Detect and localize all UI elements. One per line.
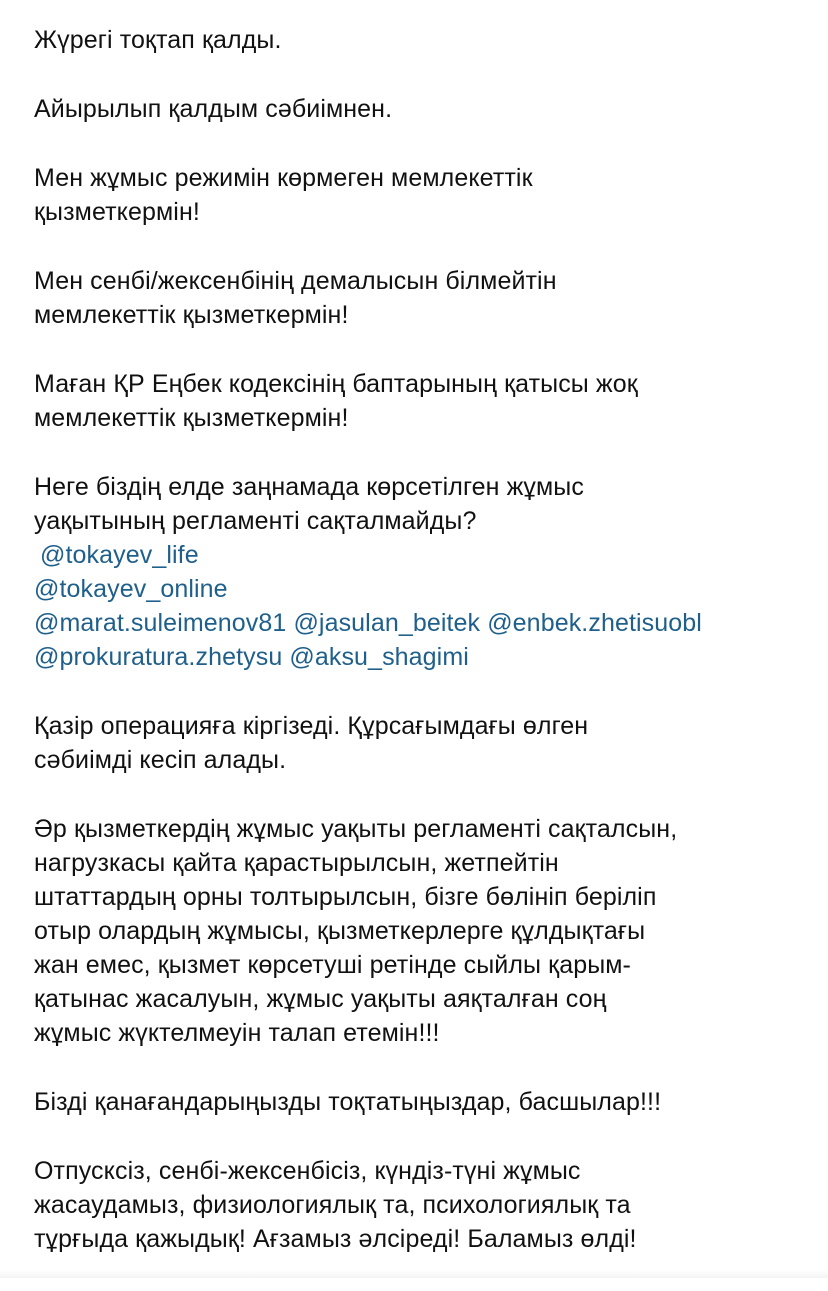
- text-line: қызметкермін!: [34, 198, 200, 226]
- post-paragraph: [34, 470, 824, 538]
- text-line: Маған ҚР Еңбек кодексінің баптарының қатысы жоқ: [34, 370, 638, 398]
- mention-prokuratura-zhetysu[interactable]: @prokuratura.zhetysu: [34, 643, 283, 671]
- text-line: Мен сенбі/жексенбінің демалысын білмейтін: [34, 267, 557, 295]
- mention-tokayev-online[interactable]: @tokayev_online: [34, 575, 228, 603]
- post-paragraph: [34, 92, 824, 126]
- text-line: нагрузкасы қайта қарастырылсын, жетпейтін: [34, 849, 559, 877]
- text-line: отыр олардың жұмысы, қызметкерлерге құлдықтағы: [34, 917, 646, 945]
- text-line: қатынас жасалуын, жұмыс уақыты аяқталған соң: [34, 985, 607, 1013]
- mention-line: [34, 572, 824, 606]
- text-line: тұрғыда қажыдық! Ағзамыз әлсіреді! Баламыз өлді!: [34, 1225, 637, 1253]
- text-line: жан емес, қызмет көрсетуші ретінде сыйлы қарым-: [34, 951, 631, 979]
- text-line: Мен жұмыс режимін көрмеген мемлекеттік: [34, 164, 533, 192]
- mention-line: [34, 538, 824, 572]
- text-line: сәбиімді кесіп алады.: [34, 746, 287, 774]
- text-line: Айырылып қалдым сәбиімнен.: [34, 95, 393, 123]
- post-paragraph: [34, 1085, 824, 1119]
- post-paragraph: [34, 1154, 824, 1256]
- post-body: [34, 23, 824, 1291]
- post-paragraph: [34, 709, 824, 777]
- text-line: штаттардың орны толтырылсын, бізге бөлініп беріліп: [34, 883, 657, 911]
- text-line: Жүрегі тоқтап қалды.: [34, 26, 282, 54]
- text-line: Әр қызметкердің жұмыс уақыты регламенті сақталсын,: [34, 815, 678, 843]
- text-line: мемлекеттік қызметкермін!: [34, 404, 349, 432]
- post-paragraph: [34, 367, 824, 435]
- text-line: жасаудамыз, физиологиялық та, психологиялық та: [34, 1191, 631, 1219]
- mention-aksu-shagimi[interactable]: @aksu_shagimi: [289, 643, 469, 671]
- text-line: Отпусксіз, сенбі-жексенбісіз, күндіз-түні жұмыс: [34, 1157, 581, 1185]
- post-paragraph: [34, 23, 824, 57]
- text-line: Қазір операцияға кіргізеді. Құрсағымдағы өлген: [34, 712, 589, 740]
- text-line: Неге біздің елде заңнамада көрсетілген жұмыс: [34, 473, 584, 501]
- mention-line: [34, 640, 824, 674]
- mention-enbek-zhetisuobl[interactable]: @enbek.zhetisuobl: [487, 609, 702, 637]
- text-line: уақытының регламенті сақталмайды?: [34, 507, 477, 535]
- text-line: Бізді қанағандарыңызды тоқтатыңыздар, басшылар!!!: [34, 1088, 662, 1116]
- mention-jasulan-beitek[interactable]: @jasulan_beitek: [293, 609, 481, 637]
- mention-marat-suleimenov81[interactable]: @marat.suleimenov81: [34, 609, 287, 637]
- text-line: мемлекеттік қызметкермін!: [34, 301, 349, 329]
- post-paragraph: [34, 264, 824, 332]
- bottom-edge: [0, 1270, 828, 1278]
- mention-line: [34, 606, 824, 640]
- post-paragraph: [34, 161, 824, 229]
- mentions-block: [34, 538, 824, 674]
- text-line: жұмыс жүктелмеуін талап етемін!!!: [34, 1019, 440, 1047]
- mention-tokayev-life[interactable]: @tokayev_life: [40, 541, 199, 569]
- post-paragraph: [34, 812, 824, 1050]
